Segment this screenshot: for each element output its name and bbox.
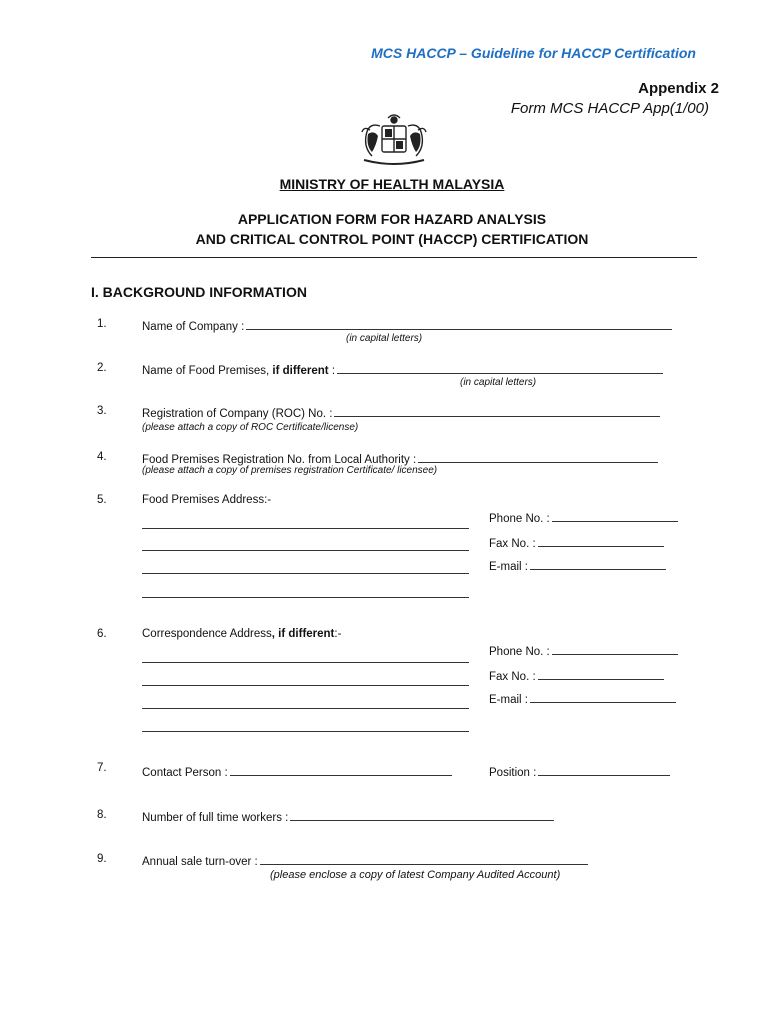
premises-fax-label: Fax No. : [489,535,664,550]
premises-fax-field[interactable] [538,535,664,547]
correspondence-fax-label: Fax No. : [489,668,664,683]
company-name-note: (in capital letters) [346,333,423,344]
premises-address-line-3[interactable] [142,573,469,574]
item-number: 6. [97,628,107,640]
premises-email-field[interactable] [530,558,666,570]
premises-address-line-1[interactable] [142,528,469,529]
position-field[interactable] [538,764,670,776]
item-number: 5. [97,494,107,506]
correspondence-email-field[interactable] [530,691,676,703]
correspondence-phone-label: Phone No. : [489,643,678,658]
annual-turnover-label: Annual sale turn-over : [142,853,588,868]
food-premises-name-label: Name of Food Premises, if different : [142,362,663,377]
appendix-label: Appendix 2 [638,80,719,97]
roc-number-field[interactable] [334,405,660,417]
premises-email-label: E-mail : [489,558,666,573]
premises-address-line-4[interactable] [142,597,469,598]
section-heading: I. BACKGROUND INFORMATION [91,284,307,300]
item-number: 4. [97,451,107,463]
food-premises-name-field[interactable] [337,362,663,374]
item-number: 9. [97,853,107,865]
item-number: 1. [97,318,107,330]
correspondence-address-label: Correspondence Address, if different:- [142,628,342,640]
roc-number-label: Registration of Company (ROC) No. : [142,405,660,420]
form-title-line2: AND CRITICAL CONTROL POINT (HACCP) CERTIFICATION [195,231,589,247]
correspondence-address-line-2[interactable] [142,685,469,686]
correspondence-email-label: E-mail : [489,691,676,706]
premises-address-label: Food Premises Address:- [142,494,272,506]
premises-address-line-2[interactable] [142,550,469,551]
correspondence-address-line-4[interactable] [142,731,469,732]
contact-person-field[interactable] [230,764,452,776]
title-divider [91,257,697,258]
annual-turnover-field[interactable] [260,853,588,865]
guideline-header: MCS HACCP – Guideline for HACCP Certification [371,45,696,61]
premises-reg-note: (please attach a copy of premises registration Certificate/ licensee) [142,465,438,476]
annual-turnover-note: (please enclose a copy of latest Company Audited Account) [270,869,561,881]
correspondence-address-line-3[interactable] [142,708,469,709]
item-number: 8. [97,809,107,821]
contact-person-label: Contact Person : [142,764,452,779]
correspondence-fax-field[interactable] [538,668,664,680]
workers-count-field[interactable] [290,809,554,821]
premises-phone-field[interactable] [552,510,678,522]
company-name-field[interactable] [246,318,672,330]
correspondence-phone-field[interactable] [552,643,678,655]
premises-reg-field[interactable] [418,451,658,463]
coat-of-arms-logo [358,112,430,166]
correspondence-address-line-1[interactable] [142,662,469,663]
food-premises-name-note: (in capital letters) [460,377,537,388]
item-number: 2. [97,362,107,374]
form-number: Form MCS HACCP App(1/00) [510,100,709,117]
ministry-title: MINISTRY OF HEALTH MALAYSIA [279,176,505,192]
workers-count-label: Number of full time workers : [142,809,554,824]
company-name-label: Name of Company : [142,318,672,333]
roc-number-note: (please attach a copy of ROC Certificate/license) [142,422,359,433]
item-number: 3. [97,405,107,417]
form-title-line1: APPLICATION FORM FOR HAZARD ANALYSIS [237,211,547,227]
premises-reg-label: Food Premises Registration No. from Local Authority : [142,451,658,466]
premises-phone-label: Phone No. : [489,510,678,525]
item-number: 7. [97,762,107,774]
position-label: Position : [489,764,670,779]
